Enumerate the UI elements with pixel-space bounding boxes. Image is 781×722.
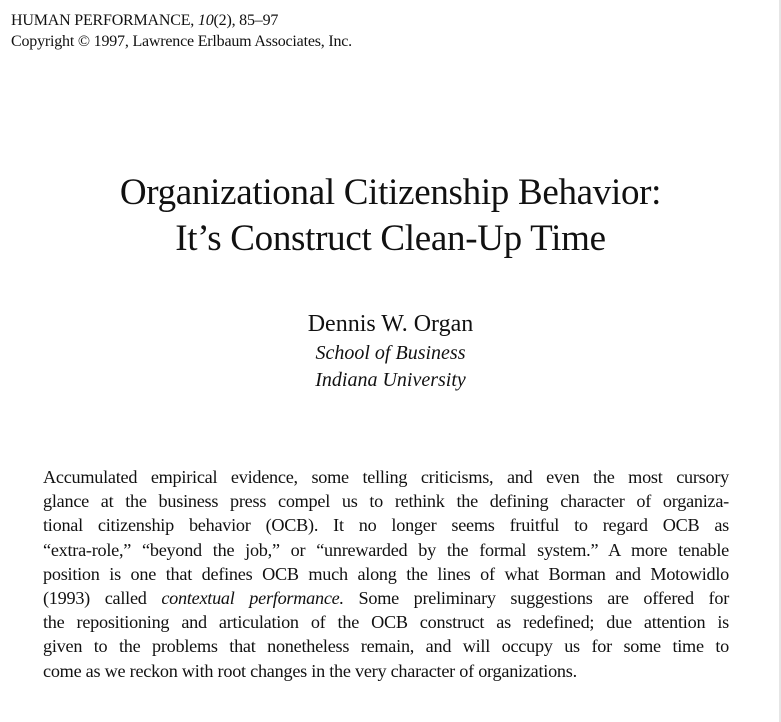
journal-volume: 10 bbox=[197, 12, 214, 29]
abstract-line: the repositioning and articulation of the OCB construct as redefined; due attention is bbox=[43, 612, 729, 633]
abstract-text: Some preliminary suggestions are offered for bbox=[343, 588, 730, 609]
abstract-line: tional citizenship behavior (OCB). It no longer seems fruitful to regard OCB as bbox=[43, 515, 729, 536]
abstract-line: given to the problems that nonetheless remain, and will occupy us for some time to bbox=[43, 636, 729, 657]
journal-citation bbox=[11, 10, 352, 31]
abstract-text: (1993) called bbox=[43, 588, 162, 609]
journal-name: HUMAN PERFORMANCE, bbox=[11, 12, 198, 29]
abstract-line bbox=[43, 586, 729, 610]
journal-header bbox=[11, 10, 352, 52]
affiliation-institution: Indiana University bbox=[315, 369, 466, 391]
affiliation-department: School of Business bbox=[315, 342, 466, 364]
abstract-line: glance at the business press compel us to rethink the defining character of organiza- bbox=[43, 491, 729, 512]
abstract-line: Accumulated empirical evidence, some telling criticisms, and even the most cursory bbox=[43, 467, 729, 487]
abstract-line: position is one that defines OCB much along the lines of what Borman and Motowidlo bbox=[43, 563, 729, 584]
copyright-notice: Copyright © 1997, Lawrence Erlbaum Associates, Inc. bbox=[11, 33, 352, 50]
author-block bbox=[0, 308, 781, 394]
journal-issue-pages: (2), 85–97 bbox=[213, 12, 279, 29]
abstract bbox=[43, 465, 729, 683]
title-line-2: It’s Construct Clean-Up Time bbox=[175, 218, 606, 259]
article-title bbox=[0, 170, 781, 262]
title-line-1: Organizational Citizenship Behavior: bbox=[119, 172, 662, 213]
abstract-line: “extra-role,” “beyond the job,” or “unrewarded by the formal system.” A more tenable bbox=[43, 539, 729, 560]
abstract-emphasis: contextual performance. bbox=[161, 588, 344, 609]
abstract-line: come as we reckon with root changes in the very character of organizations. bbox=[43, 660, 577, 681]
author-name: Dennis W. Organ bbox=[307, 311, 474, 337]
